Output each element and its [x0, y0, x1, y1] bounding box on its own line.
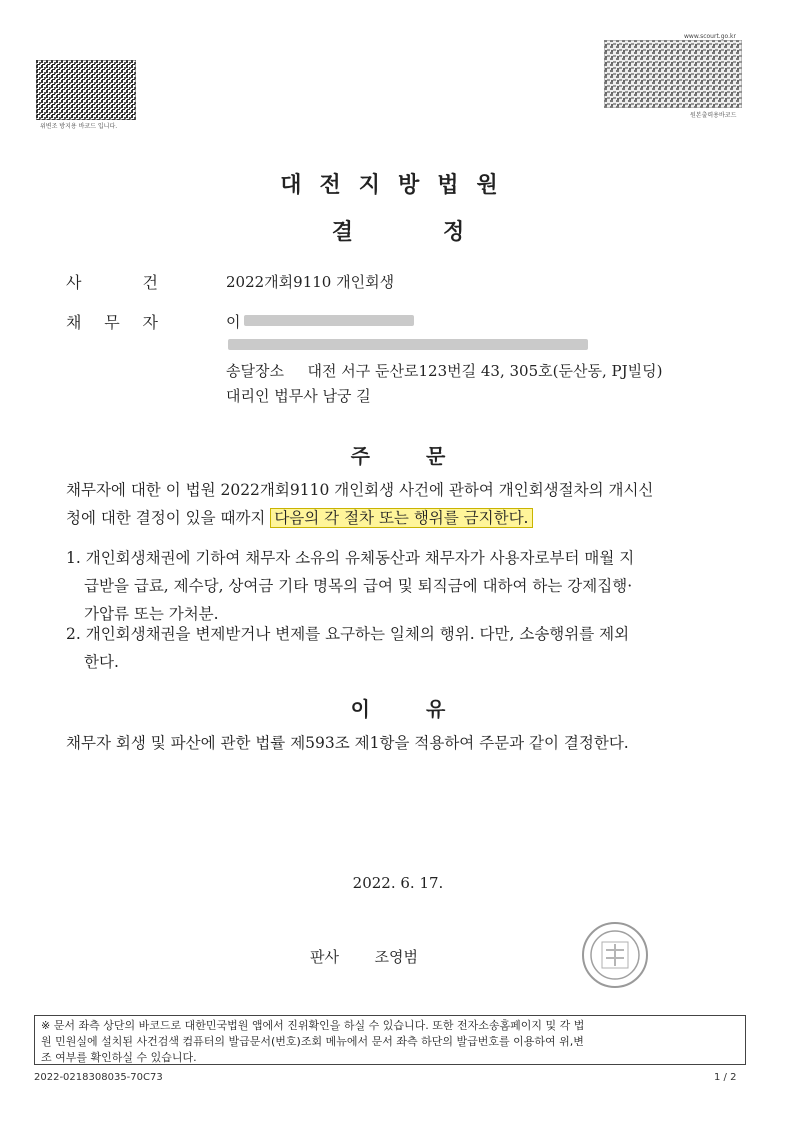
order-heading	[0, 440, 796, 469]
notice-line3: 조 여부를 확인하실 수 있습니다.	[41, 1051, 197, 1064]
order-intro-line2: 청에 대한 결정이 있을 때까지 다음의 각 절차 또는 행위를 금지한다.	[66, 504, 736, 532]
debtor-label-char: 자	[142, 313, 158, 332]
page-number: 1 / 2	[714, 1072, 737, 1083]
debtor-name-prefix: 이	[226, 313, 241, 331]
order-highlight: 다음의 각 절차 또는 행위를 금지한다.	[270, 508, 532, 528]
document-title-char1: 결	[331, 219, 353, 245]
barcode-left-caption: 위변조 방지용 바코드 입니다.	[40, 123, 118, 130]
debtor-label-char: 채	[66, 313, 82, 332]
delivery-address	[226, 360, 662, 381]
original-barcode	[604, 40, 742, 108]
case-label-char: 건	[142, 273, 158, 292]
order-item-1	[66, 544, 746, 628]
reason-heading-char1: 이	[350, 697, 370, 721]
court-seal	[582, 922, 648, 988]
delivery-address-text: 대전 서구 둔산로123번길 43, 305호(둔산동, PJ빌딩)	[307, 362, 663, 380]
court-seal-icon	[584, 924, 646, 986]
debtor-label-char: 무	[104, 313, 120, 332]
verification-notice	[34, 1015, 746, 1065]
document-title-char2: 정	[443, 219, 465, 245]
issue-number: 2022-0218308035-70C73	[34, 1072, 163, 1083]
order-item-1-line2: 급받을 급료, 제수당, 상여금 기타 명목의 급여 및 퇴직금에 대하여 하는 강제집행·	[84, 577, 633, 595]
notice-line2: 원 민원실에 설치된 사건검색 컴퓨터의 발급문서(번호)조회 메뉴에서 문서 좌측 하단의 발급번호를 이용하여 위,변	[41, 1035, 584, 1048]
order-item-1-line3: 가압류 또는 가처분.	[84, 605, 219, 623]
judge-signature	[310, 946, 418, 967]
reason-heading	[0, 693, 796, 722]
judge-title: 판사	[310, 948, 339, 966]
redacted-address	[228, 339, 588, 350]
reason-text: 채무자 회생 및 파산에 관한 법률 제593조 제1항을 적용하여 주문과 같이 결정한다.	[66, 734, 629, 752]
order-intro	[66, 476, 736, 532]
reason-heading-char2: 유	[426, 697, 446, 721]
judge-name: 조영범	[374, 948, 419, 966]
court-name: 대전지방법원	[280, 172, 516, 198]
court-url: www.scourt.go.kr	[684, 33, 736, 40]
document-title	[0, 215, 796, 246]
barcode-left-icon	[36, 60, 136, 120]
barcode-right-icon	[604, 40, 742, 108]
order-item-2-line1: 2. 개인회생채권을 변제받거나 변제를 요구하는 일체의 행위. 다만, 소송행위를 제외	[66, 625, 630, 643]
order-item-2	[66, 620, 746, 676]
order-heading-char1: 주	[350, 444, 370, 468]
authenticity-barcode	[36, 60, 136, 120]
agent: 대리인 법무사 남궁 길	[226, 387, 371, 405]
case-number: 2022개회9110 개인회생	[226, 273, 395, 291]
redacted-name	[244, 315, 414, 326]
notice-line1: ※ 문서 좌측 상단의 바코드로 대한민국법원 앱에서 진위확인을 하실 수 있습니다. 또한 전자소송홈페이지 및 각 법	[41, 1019, 585, 1032]
decision-date: 2022. 6. 17.	[352, 874, 444, 892]
barcode-right-caption: 원본출력용바코드	[690, 112, 737, 119]
order-item-2-line2: 한다.	[84, 653, 119, 671]
debtor-label	[66, 310, 158, 333]
order-heading-char2: 문	[426, 444, 446, 468]
case-label-char: 사	[66, 273, 82, 292]
delivery-label: 송달장소	[226, 362, 284, 380]
order-item-1-line1: 1. 개인회생채권에 기하여 채무자 소유의 유체동산과 채무자가 사용자로부터 매월 지	[66, 549, 635, 567]
case-label	[66, 270, 158, 293]
order-intro-line1: 채무자에 대한 이 법원 2022개회9110 개인회생 사건에 관하여 개인회생절차의 개시신	[66, 481, 654, 499]
